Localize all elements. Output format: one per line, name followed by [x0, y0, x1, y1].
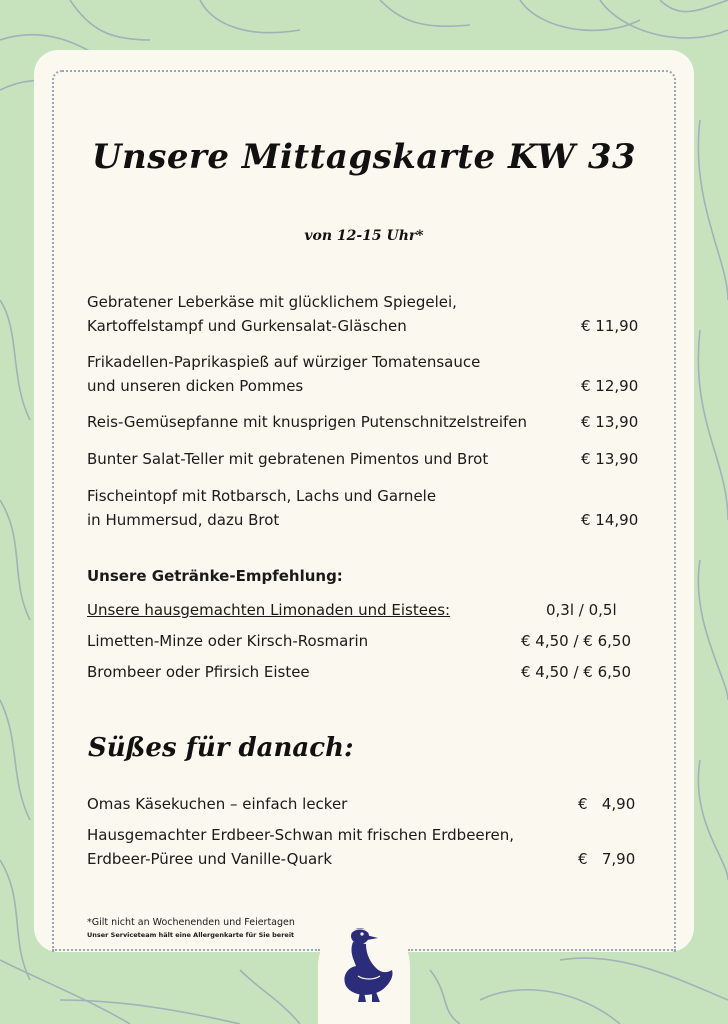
- footnote: *Gilt nicht an Wochenenden und Feiertagen: [87, 917, 295, 928]
- dessert-item: Omas Käsekuchen – einfach lecker: [87, 795, 348, 813]
- drinks-subheading: Unsere hausgemachten Limonaden und Eistees:: [87, 601, 451, 619]
- page-title: Unsere Mittagskarte KW 33: [91, 137, 637, 177]
- allergen-note: Unser Serviceteam hält eine Allergenkarte für Sie bereit: [87, 931, 295, 939]
- dish-price: € 14,90: [581, 511, 639, 529]
- dessert-price: € 4,90: [578, 795, 636, 813]
- drink-price: € 4,50 / € 6,50: [521, 663, 632, 681]
- duck-logo-icon: [336, 926, 400, 1004]
- dish-price: € 13,90: [581, 413, 639, 431]
- dish-item: Bunter Salat-Teller mit gebratenen Pimentos und Brot: [87, 450, 489, 468]
- opening-hours: von 12-15 Uhr*: [304, 228, 424, 244]
- dish-item: Fischeintopf mit Rotbarsch, Lachs und Garnele in Hummersud, dazu Brot: [87, 487, 437, 529]
- dish-item: Reis-Gemüsepfanne mit knusprigen Putenschnitzelstreifen: [87, 413, 528, 431]
- dish-price: € 11,90: [581, 317, 639, 335]
- drinks-heading: Unsere Getränke-Empfehlung:: [87, 567, 343, 585]
- dessert-item: Hausgemachter Erdbeer-Schwan mit frischen Erdbeeren, Erdbeer-Püree und Vanille-Quark: [87, 826, 514, 868]
- dish-item: Gebratener Leberkäse mit glücklichem Spiegelei, Kartoffelstampf und Gurkensalat-Gläschen: [87, 293, 457, 335]
- dish-item: Frikadellen-Paprikaspieß auf würziger Tomatensauce und unseren dicken Pommes: [87, 353, 481, 395]
- dotted-frame-bottom-right: [408, 949, 676, 951]
- drink-item: Brombeer oder Pfirsich Eistee: [87, 663, 310, 681]
- drinks-sizes: 0,3l / 0,5l: [546, 601, 617, 619]
- desserts-heading: Süßes für danach:: [88, 733, 354, 763]
- drink-price: € 4,50 / € 6,50: [521, 632, 632, 650]
- dish-price: € 12,90: [581, 377, 639, 395]
- drink-item: Limetten-Minze oder Kirsch-Rosmarin: [87, 632, 369, 650]
- dessert-price: € 7,90: [578, 850, 636, 868]
- dotted-frame-bottom-left: [52, 949, 320, 951]
- dish-price: € 13,90: [581, 450, 639, 468]
